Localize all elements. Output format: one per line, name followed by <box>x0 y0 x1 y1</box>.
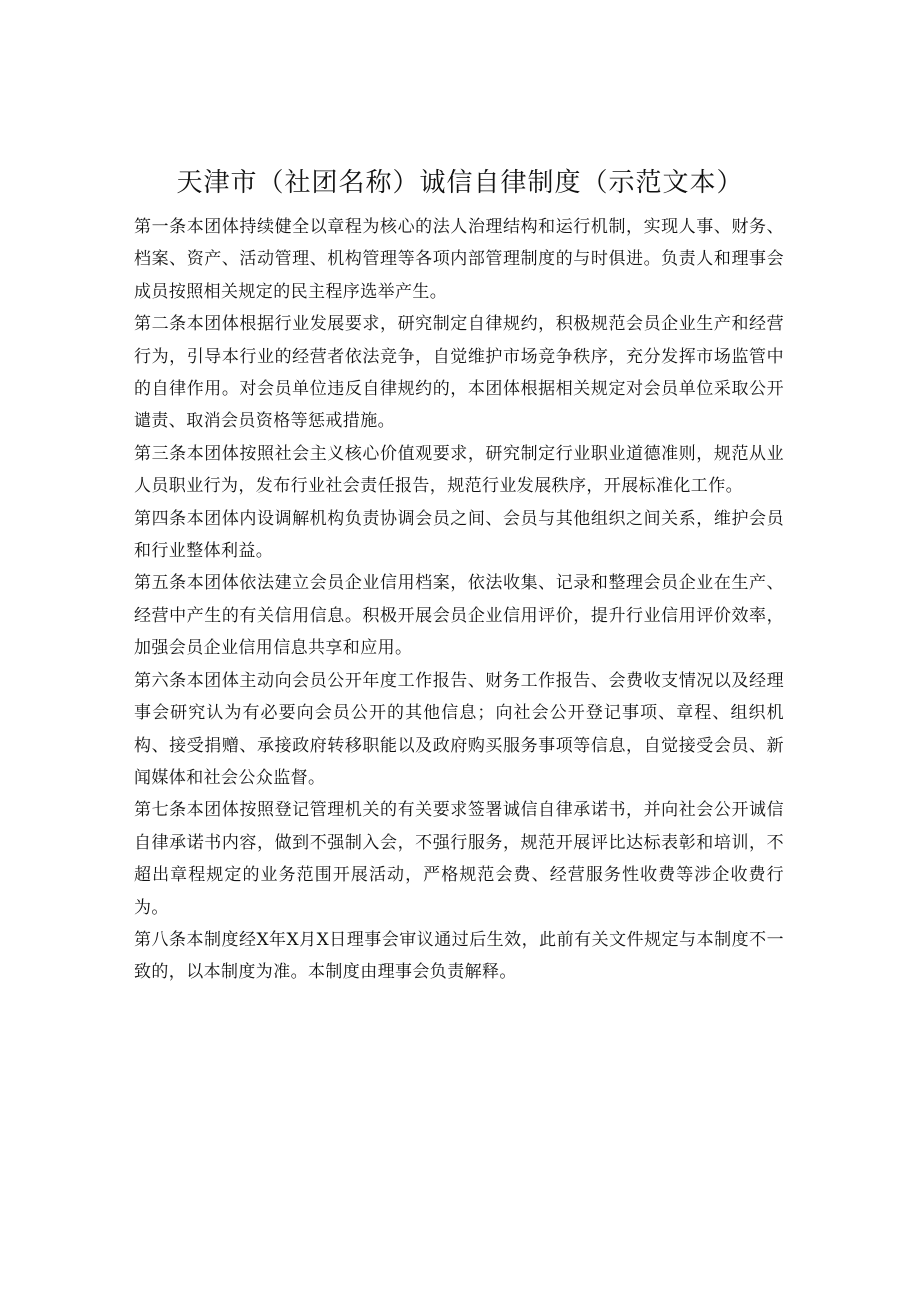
article-5: 第五条本团体依法建立会员企业信用档案，依法收集、记录和整理会员企业在生产、经营中产生的有关信用信息。积极开展会员企业信用评价，提升行业信用评价效率，加强会员企业信用信息共享和应用。 <box>134 573 784 659</box>
article-7: 第七条本团体按照登记管理机关的有关要求签署诚信自律承诺书，并向社会公开诚信自律承诺书内容，做到不强制入会，不强行服务，规范开展评比达标表彰和培训，不超出章程规定的业务范围开展活动，严格规范会费、经营服务性收费等涉企收费行为。 <box>134 800 784 918</box>
article-6: 第六条本团体主动向会员公开年度工作报告、财务工作报告、会费收支情况以及经理事会研究认为有必要向会员公开的其他信息；向社会公开登记事项、章程、组织机构、接受捐赠、承接政府转移职能以及政府购买服务事项等信息，自觉接受会员、新闻媒体和社会公众监督。 <box>134 670 784 788</box>
article-1: 第一条本团体持续健全以章程为核心的法人治理结构和运行机制，实现人事、财务、档案、资产、活动管理、机构管理等各项内部管理制度的与时俱进。负责人和理事会成员按照相关规定的民主程序选举产生。 <box>134 217 784 302</box>
document-body <box>134 211 784 989</box>
article-4: 第四条本团体内设调解机构负责协调会员之间、会员与其他组织之间关系，维护会员和行业整体利益。 <box>134 508 784 562</box>
article-2: 第二条本团体根据行业发展要求，研究制定自律规约，积极规范会员企业生产和经营行为，引导本行业的经营者依法竞争，自觉维护市场竞争秩序，充分发挥市场监管中的自律作用。对会员单位违反自律规约的，本团体根据相关规定对会员单位采取公开谴责、取消会员资格等惩戒措施。 <box>134 314 784 432</box>
document-title: 天津市（社团名称）诚信自律制度（示范文本） <box>176 168 744 198</box>
article-8: 第八条本制度经X年X月X日理事会审议通过后生效，此前有关文件规定与本制度不一致的，以本制度为准。本制度由理事会负责解释。 <box>134 929 784 983</box>
article-3: 第三条本团体按照社会主义核心价值观要求，研究制定行业职业道德准则，规范从业人员职业行为，发布行业社会责任报告，规范行业发展秩序，开展标准化工作。 <box>134 443 784 497</box>
